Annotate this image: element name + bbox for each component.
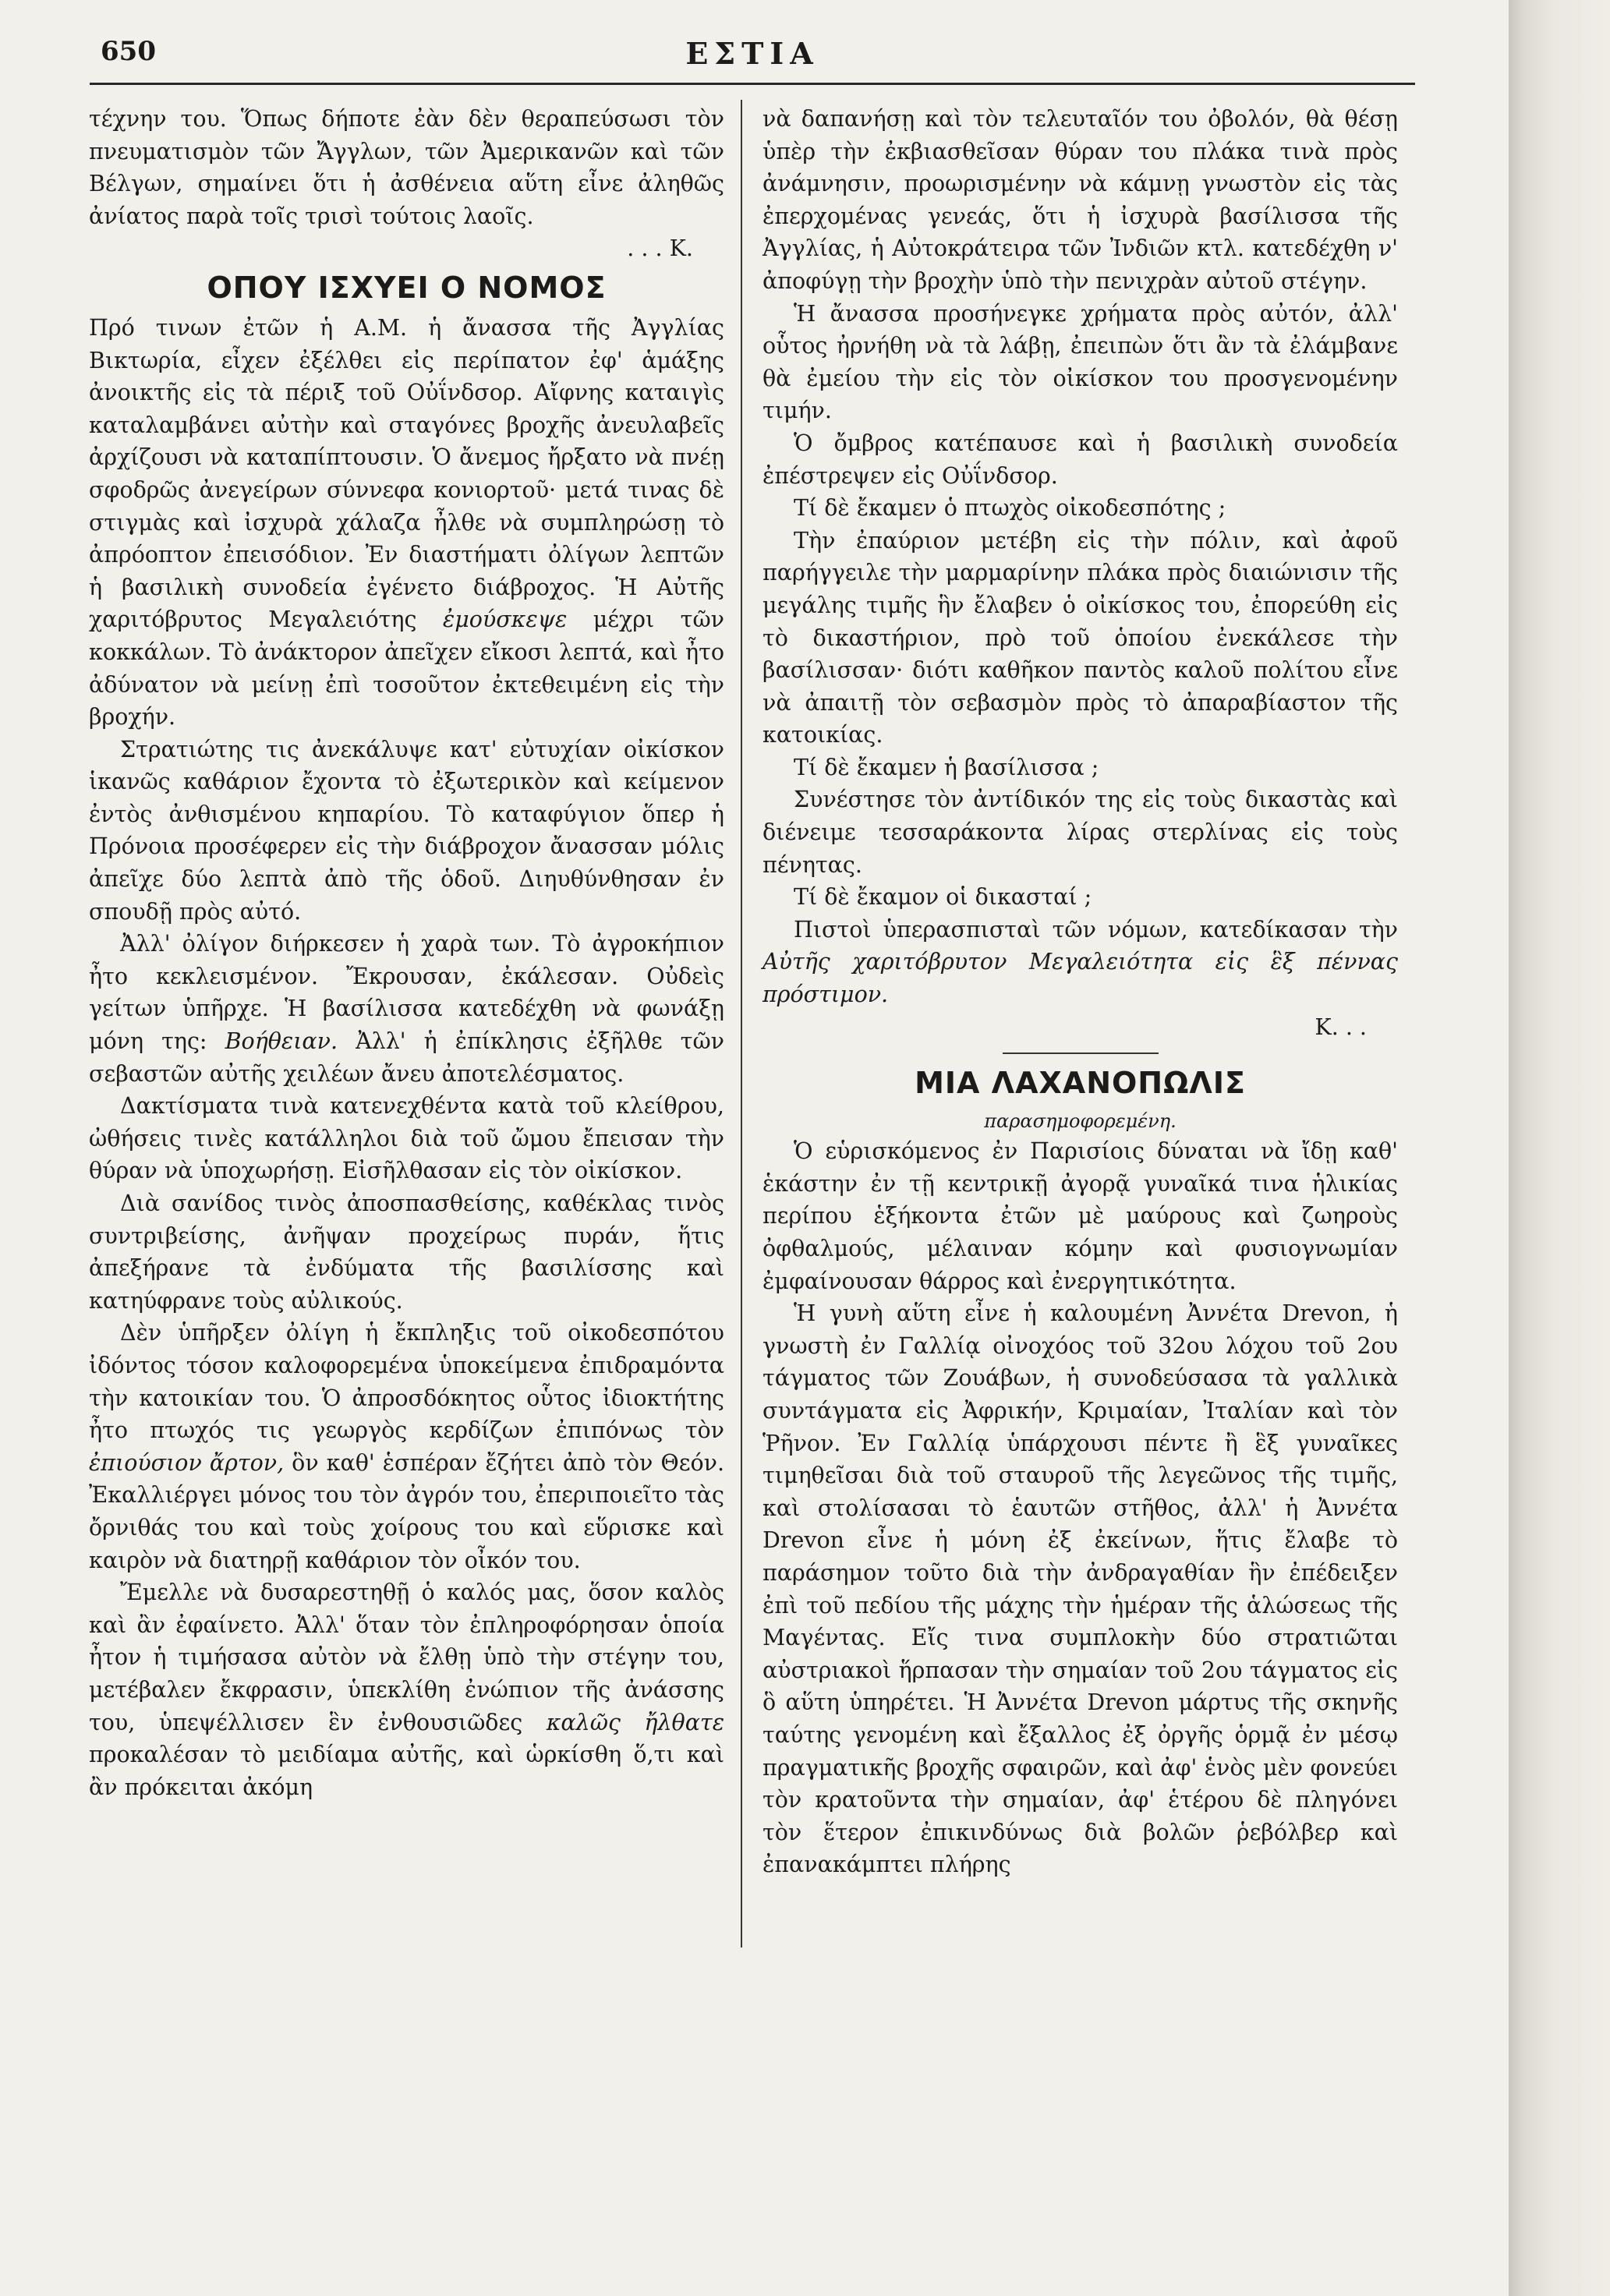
paragraph: Τί δὲ ἔκαμεν ὁ πτωχὸς οἰκοδεσπότης ; — [794, 495, 1226, 522]
emphasis: ἐπιούσιον ἄρτον, — [89, 1449, 285, 1476]
paragraph-text: Πρό τινων ἐτῶν ἡ Α.Μ. ἡ ἄνασσα τῆς Ἀγγλίας Βικτωρία, εἶχεν ἐξέλθει εἰς περίπατον ἐφ' ἁμάξης ἀνοικτῆς εἰς τὰ πέριξ τοῦ Οὐΐνδσορ. Αἴφνης καταιγὶς καταλαμβάνει αὐτὴν καὶ σταγόνες βροχῆς ἀνευλαβεῖς ἀρχίζουσι νὰ καταπίπτουσιν. Ὁ ἄνεμος ἤρξατο νὰ πνέῃ σφοδρῶς ἀνεγείρων σύννεφα κονιορτοῦ· μετά τινας δὲ στιγμὰς καὶ ἰσχυρὰ χάλαζα ἦλθε νὰ συμπληρώσῃ τὸ ἀπρόοπτον ἐπεισόδιον. Ἐν διαστήματι ὀλίγων λεπτῶν ἡ βασιλικὴ συνοδεία ἐγένετο διάβροχος. Ἡ Αὐτῆς χαριτόβρυτος Μεγαλειότης — [89, 314, 724, 633]
running-title: ΕΣΤΙΑ — [685, 36, 819, 71]
article-subtitle: παρασημοφορεμένη. — [984, 1110, 1177, 1133]
paragraph-text: Ἔμελλε νὰ δυσαρεστηθῇ ὁ καλός μας, ὅσον καλὸς καὶ ἂν ἐφαίνετο. Ἀλλ' ὅταν τὸν ἐπληροφόρησαν ὁποία ἦτον ἡ τιμήσασα αὐτὸν νὰ ἔλθῃ ὑπὸ τὴν στέγην του, μετέβαλεν ἔκφρασιν, ὑπεκλίθη ἐνώπιον τῆς ἀνάσσης του, ὑπεψέλλισεν ἓν ἐνθουσιῶδες — [89, 1580, 724, 1735]
paragraph: Ὁ εὑρισκόμενος ἐν Παρισίοις δύναται νὰ ἴδῃ καθ' ἑκάστην ἐν τῇ κεντρικῇ ἀγορᾷ γυναῖκά τινα ἡλικίας περίπου ἑξήκοντα ἐτῶν μὲ μαύρους καὶ ζωηροὺς ὀφθαλμούς, μέλαιναν κόμην καὶ φυσιογνωμίαν ἐμφαίνουσαν θάρρος καὶ ἐνεργητικότητα. — [763, 1138, 1398, 1294]
page-edge-shadow — [1509, 0, 1610, 2296]
article-title: ΟΠΟΥ ΙΣΧΥΕΙ Ο ΝΟΜΟΣ — [207, 270, 607, 305]
paragraph: Τί δὲ ἔκαμεν ἡ βασίλισσα ; — [794, 754, 1099, 780]
article-title: ΜΙΑ ΛΑΧΑΝΟΠΩΛΙΣ — [915, 1066, 1246, 1101]
header-rule — [90, 83, 1415, 85]
paragraph-text: ὃν καθ' ἑσπέραν ἔζήτει ἀπὸ τὸν Θεόν. Ἐκαλλιέργει μόνος του τὸν ἀγρόν του, ἐπεριποιεῖτο τὰς ὄρνιθάς του καὶ τοὺς χοίρους του καὶ εὕρισκε καὶ καιρὸν νὰ διατηρῇ καθάριον τὸν οἶκόν του. — [89, 1449, 725, 1573]
paragraph — [89, 1576, 724, 1803]
paragraph-text: μέχρι τῶν κοκκάλων. Τὸ ἀνάκτορον ἀπεῖχεν εἴκοσι λεπτά, καὶ ἦτο ἀδύνατον νὰ μείνῃ ἐπὶ τοσοῦτον ἐκτεθειμένη εἰς τὴν βροχήν. — [89, 607, 725, 731]
paragraph: νὰ δαπανήσῃ καὶ τὸν τελευταῖόν του ὀβολόν, θὰ θέσῃ ὑπὲρ τὴν ἐκβιασθεῖσαν θύραν του πλάκα τινὰ πρὸς ἀνάμνησιν, προωρισμένην νὰ κάμνῃ γνωστὸν εἰς τὰς ἐπερχομένας γενεάς, ὅτι ἡ ἰσχυρὰ βασίλισσα τῆς Ἀγγλίας, ἡ Αὐτοκράτειρα τῶν Ἰνδιῶν κτλ. κατεδέχθη ν' ἀποφύγῃ τὴν βροχὴν ὑπὸ τὴν πενιχρὰν αὐτοῦ στέγην. — [763, 106, 1398, 294]
paragraph: Συνέστησε τὸν ἀντίδικόν της εἰς τοὺς δικαστὰς καὶ διένειμε τεσσαράκοντα λίρας στερλίνας εἰς τοὺς πένητας. — [763, 787, 1398, 878]
section-rule — [1003, 1052, 1159, 1054]
page-number: 650 — [101, 36, 156, 67]
paragraph: Ἡ ἄνασσα προσήνεγκε χρήματα πρὸς αὐτόν, ἀλλ' οὗτος ἠρνήθη νὰ τὰ λάβῃ, ἐπειπὼν ὅτι ἂν τὰ ἐλάμβανε θὰ ἐμείου τὴν εἰς τὸν οἰκίσκον του προσγενομένην τιμήν. — [763, 300, 1398, 424]
paragraph-text: προκαλέσαν τὸ μειδίαμα αὐτῆς, καὶ ὡρκίσθη ὅ,τι καὶ ἂν πρόκειται ἀκόμη — [89, 1742, 724, 1800]
intro-paragraph: τέχνην του. Ὅπως δήποτε ἐὰν δὲν θεραπεύσωσι τὸν πνευματισμὸν τῶν Ἄγγλων, τῶν Ἀμερικανῶν καὶ τῶν Βέλγων, σημαίνει ὅτι ἡ ἀσθένεια αὕτη εἶνε ἀληθῶς ἀνίατος παρὰ τοῖς τρισὶ τούτοις λαοῖς. — [89, 106, 724, 229]
paragraph-text: Δὲν ὑπῆρξεν ὀλίγη ἡ ἔκπληξις τοῦ οἰκοδεσπότου ἰδόντος τόσον καλοφορεμένα ὑποκείμενα ἐπιδραμόντα τὴν κατοικίαν του. Ὁ ἀπροσδόκητος οὗτος ἰδιοκτήτης ἦτο πτωχός τις γεωργὸς κερδίζων ἐπιπόνως τὸν — [89, 1320, 724, 1444]
paragraph — [89, 1317, 724, 1576]
emphasis: ἐμούσκεψε — [442, 607, 568, 633]
paragraph: Τὴν ἐπαύριον μετέβη εἰς τὴν πόλιν, καὶ ἀφοῦ παρήγγειλε τὴν μαρμαρίνην πλάκα πρὸς διαιώνισιν τῆς μεγάλης τιμῆς ἣν ἔλαβεν ὁ οἰκίσκος του, ἐπορεύθη εἰς τὸ δικαστήριον, πρὸ τοῦ ὁποίου ἐνεκάλεσε τὴν βασίλισσαν· διότι καθῆκον παντὸς καλοῦ πολίτου εἶνε νὰ ἀπαιτῇ τὸν σεβασμὸν πρὸς τὸ ἀπαραβίαστον τῆς κατοικίας. — [763, 527, 1398, 748]
intro-signature: . . . Κ. — [627, 235, 693, 262]
article-signature: Κ. . . — [1315, 1014, 1367, 1040]
paragraph-text: Ἀλλ' ἡ ἐπίκλησις ἐξῆλθε τῶν σεβαστῶν αὐτῆς χειλέων ἄνευ ἀποτελέσματος. — [89, 1028, 725, 1087]
paragraph — [89, 312, 724, 734]
paragraph: Διὰ σανίδος τινὸς ἀποσπασθείσης, καθέκλας τινὸς συντριβείσης, ἀνῆψαν προχείρως πυράν, ἥτις ἀπεξήρανε τὰ ἐνδύματα τῆς βασιλίσσης καὶ κατηύφρανε τοὺς αὐλικούς. — [89, 1190, 724, 1314]
right-column — [763, 103, 1398, 1881]
emphasis: Αὐτῆς χαριτόβρυτον Μεγαλειότητα εἰς ἓξ πέννας πρόστιμον. — [763, 949, 1398, 1008]
page-header — [90, 31, 1415, 78]
paragraph: Ὁ ὄμβρος κατέπαυσε καὶ ἡ βασιλικὴ συνοδεία ἐπέστρεψεν εἰς Οὐΐνδσορ. — [763, 430, 1398, 489]
paragraph-text: Πιστοὶ ὑπερασπισταὶ τῶν νόμων, κατεδίκασαν τὴν — [794, 916, 1398, 943]
column-divider — [741, 100, 742, 1948]
paragraph: Στρατιώτης τις ἀνεκάλυψε κατ' εὐτυχίαν οἰκίσκον ἱκανῶς καθάριον ἔχοντα τὸ ἐξωτερικὸν καὶ κείμενον ἐντὸς ἀνθισμένου κηπαρίου. Τὸ καταφύγιον ὅπερ ἡ Πρόνοια προσέφερεν εἰς τὴν διάβροχον ἄνασσαν μόλις ἀπεῖχε δύο λεπτὰ ἀπὸ τῆς ὁδοῦ. Διηυθύνθησαν ἐν σπουδῇ πρὸς αὐτό. — [89, 736, 724, 925]
paragraph — [763, 914, 1398, 1011]
paragraph: Δακτίσματα τινὰ κατενεχθέντα κατὰ τοῦ κλείθρου, ὠθήσεις τινὲς κατάλληλοι διὰ τοῦ ὤμου ἔπεισαν τὴν θύραν νὰ ὑποχωρήσῃ. Εἰσῆλθασαν εἰς τὸν οἰκίσκον. — [89, 1093, 724, 1184]
emphasis: Βοήθειαν. — [225, 1028, 338, 1055]
emphasis: καλῶς ἤλθατε — [546, 1709, 724, 1735]
paragraph — [89, 928, 724, 1090]
paragraph-text: Ἀλλ' ὀλίγον διήρκεσεν ἡ χαρὰ των. Τὸ ἀγροκήπιον ἦτο κεκλεισμένον. Ἔκρουσαν, ἐκάλεσαν. Οὐδεὶς γείτων ὑπῆρχε. Ἡ βασίλισσα κατεδέχθη νὰ φωνάξῃ μόνη της: — [89, 931, 724, 1055]
left-column — [89, 103, 724, 1803]
paragraph: Τί δὲ ἔκαμον οἱ δικασταί ; — [794, 884, 1092, 911]
paragraph: Ἡ γυνὴ αὕτη εἶνε ἡ καλουμένη Ἀννέτα Drevon, ἡ γνωστὴ ἐν Γαλλίᾳ οἰνοχόος τοῦ 32ου λόχου τοῦ 2ου τάγματος τῶν Ζουάβων, ἡ συνοδεύσασα τὰ γαλλικὰ συντάγματα εἰς Ἀφρικήν, Κριμαίαν, Ἰταλίαν καὶ τὸν Ῥῆνον. Ἐν Γαλλίᾳ ὑπάρχουσι πέντε ἢ ἓξ γυναῖκες τιμηθεῖσαι διὰ τοῦ σταυροῦ τῆς λεγεῶνος τῆς τιμῆς, καὶ στολίσασαι τὸ ἑαυτῶν στῆθος, ἀλλ' ἡ Ἀννέτα Drevon εἶνε ἡ μόνη ἐξ ἐκείνων, ἥτις ἔλαβε τὸ παράσημον τοῦτο διὰ τὴν ἀνδραγαθίαν ἣν ἐπέδειξεν ἐπὶ τοῦ πεδίου τῆς μάχης τὴν ἡμέραν τῆς ἁλώσεως τῆς Μαγέντας. Εἴς τινα συμπλοκὴν δύο στρατιῶται αὐστριακοὶ ἥρπασαν τὴν σημαίαν τοῦ 2ου τάγματος εἰς ὃ αὕτη ὑπηρέτει. Ἡ Ἀννέτα Drevon μάρτυς τῆς σκηνῆς ταύτης γενομένη καὶ ἔξαλλος ἐξ ὀργῆς ὁρμᾷ ἐν μέσῳ πραγματικῆς βροχῆς σφαιρῶν, καὶ ἀφ' ἑνὸς μὲν φονεύει τὸν κρατοῦντα τὴν σημαίαν, ἀφ' ἑτέρου δὲ πληγόνει τὸν ἕτερον ἐπικινδύνως διὰ βολῶν ῥεβόλβερ καὶ ἐπανακάμπτει πλήρης — [763, 1300, 1398, 1878]
